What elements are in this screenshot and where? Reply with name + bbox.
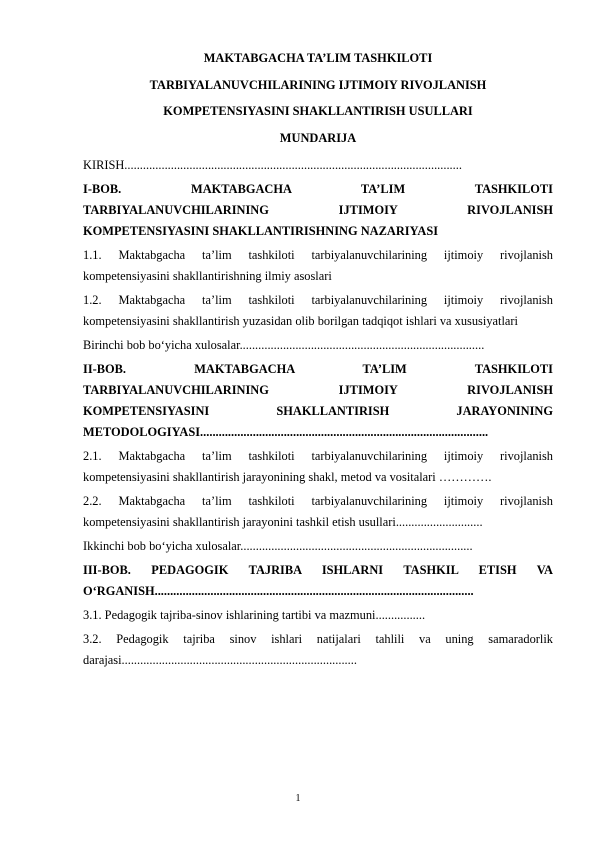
- title-line-3: KOMPETENSIYASINI SHAKLLANTIRISH USULLARI: [163, 104, 473, 118]
- document-title: [83, 45, 553, 151]
- toc-section-1-1[interactable]: 1.1. Maktabgacha ta’lim tashkiloti tarbiyalanuvchilarining ijtimoiy rivojlanish kompetensiyasini shakllantirishning ilmiy asoslari: [83, 248, 553, 283]
- toc-section-2-1[interactable]: 2.1. Maktabgacha ta’lim tashkiloti tarbiyalanuvchilarining ijtimoiy rivojlanish kompetensiyasini shakllantirish jarayonining shakl, metod va vositalari ………….: [83, 449, 553, 484]
- toc-chapter-2[interactable]: [83, 359, 553, 443]
- toc-introduction-label: KIRISH.............................................................................................................: [83, 158, 462, 172]
- toc-chapter-3-line-1: III-BOB. PEDAGOGIK TAJRIBA ISHLARNI TASHKIL ETISH VA: [83, 563, 553, 577]
- toc-chapter-1-line-3: KOMPETENSIYASINI SHAKLLANTIRISHNING NAZARIYASI: [83, 224, 439, 238]
- toc-section-2-2[interactable]: 2.2. Maktabgacha ta’lim tashkiloti tarbiyalanuvchilarining ijtimoiy rivojlanish kompetensiyasini shakllantirish jarayonini tashkil etish usullari............................: [83, 494, 553, 529]
- toc-chapter-1-line-2: TARBIYALANUVCHILARINING IJTIMOIY RIVOJLANISH: [83, 203, 553, 217]
- toc-chapter-3[interactable]: [83, 560, 553, 602]
- toc-chapter-1-summary[interactable]: Birinchi bob bo‘yicha xulosalar...............................................................................: [83, 338, 485, 352]
- toc-chapter-2-line-1: II-BOB. MAKTABGACHA TA’LIM TASHKILOTI: [83, 362, 553, 376]
- title-line-1: MAKTABGACHA TA’LIM TASHKILOTI: [203, 51, 433, 65]
- title-line-2: TARBIYALANUVCHILARINING IJTIMOIY RIVOJLANISH: [149, 77, 487, 92]
- contents-heading: MUNDARIJA: [279, 130, 357, 145]
- toc-chapter-2-summary[interactable]: Ikkinchi bob bo‘yicha xulosalar...........................................................................: [83, 539, 473, 553]
- toc-section-1-2[interactable]: 1.2. Maktabgacha ta’lim tashkiloti tarbiyalanuvchilarining ijtimoiy rivojlanish kompetensiyasini shakllantirish yuzasidan olib borilgan tadqiqot ishlari va xususiyatlari: [83, 293, 553, 328]
- toc-chapter-1[interactable]: [83, 179, 553, 242]
- toc-chapter-1-line-1: I-BOB. MAKTABGACHA TA’LIM TASHKILOTI: [83, 182, 553, 196]
- toc-chapter-2-line-3: KOMPETENSIYASINI SHAKLLANTIRISH JARAYONINING: [83, 404, 553, 418]
- toc-section-3-1[interactable]: 3.1. Pedagogik tajriba-sinov ishlarining tartibi va mazmuni................: [83, 608, 426, 622]
- toc-chapter-3-line-2: O‘RGANISH.......................................................................................................: [83, 584, 474, 598]
- toc-chapter-2-line-2: TARBIYALANUVCHILARINING IJTIMOIY RIVOJLANISH: [83, 383, 553, 397]
- toc-chapter-2-line-4: METODOLOGIYASI.............................................................................................: [83, 425, 489, 439]
- toc-section-3-2[interactable]: 3.2. Pedagogik tajriba sinov ishlari natijalari tahlili va uning samaradorlik darajasi............................................................................: [83, 632, 553, 667]
- document-page: [83, 45, 553, 674]
- page-number: 1: [295, 793, 301, 804]
- toc-introduction[interactable]: [83, 155, 553, 176]
